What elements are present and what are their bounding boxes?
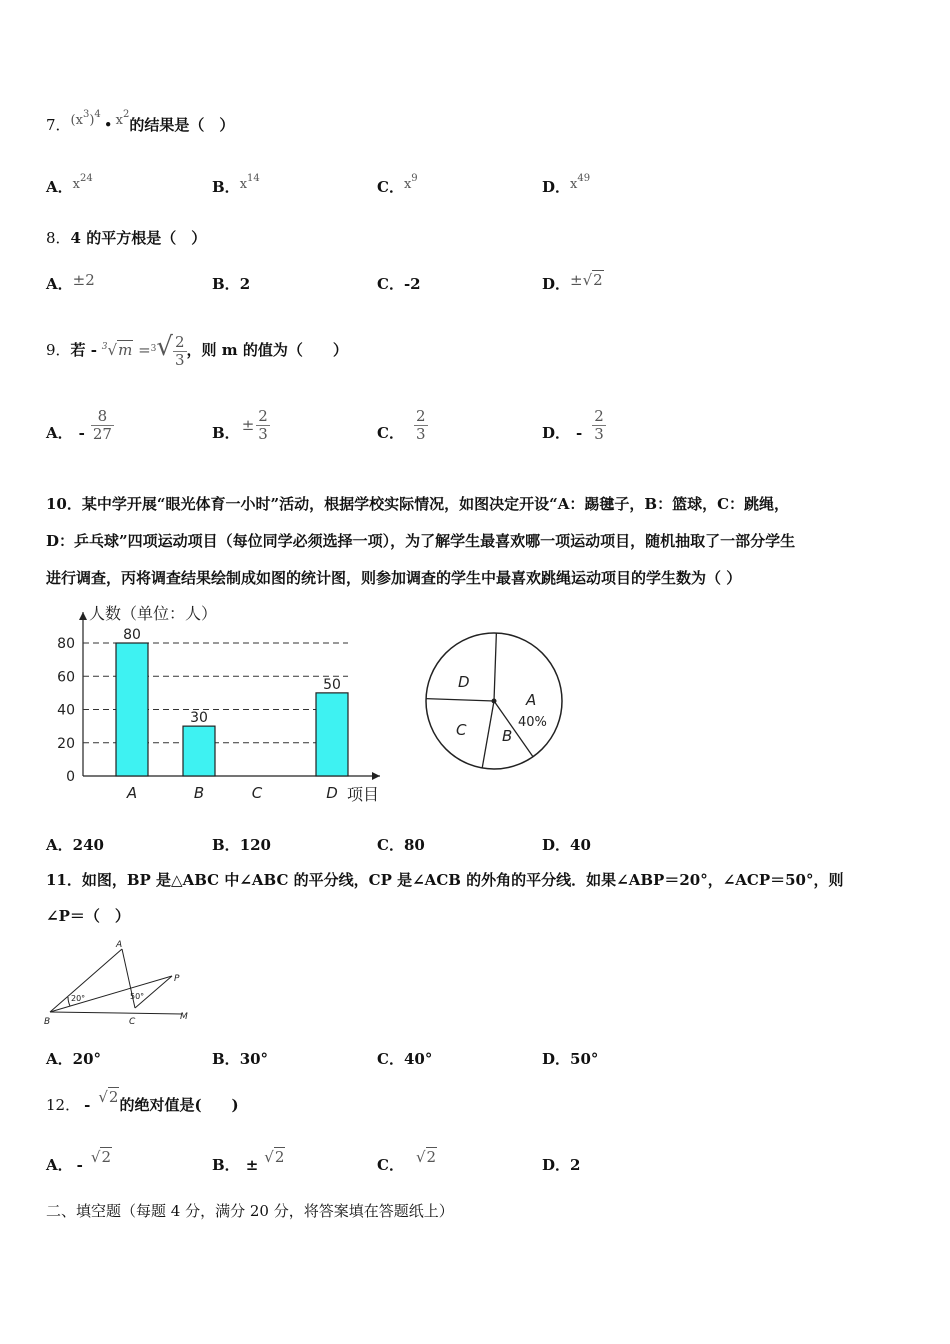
label-m: M bbox=[180, 1012, 188, 1022]
q9-option-a[interactable]: A． - $\frac{8}{27}$ bbox=[46, 407, 112, 443]
y-axis-arrow bbox=[79, 612, 87, 620]
label-b: B bbox=[44, 1017, 51, 1027]
triangle-figure bbox=[40, 936, 200, 1036]
q8-stem: 8．4 的平方根是（ ） bbox=[46, 229, 207, 247]
q11-option-b[interactable]: B．30° bbox=[212, 1050, 269, 1068]
q11-option-a[interactable]: A．20° bbox=[46, 1050, 102, 1068]
q10-option-c[interactable]: C．80 bbox=[377, 836, 425, 854]
q9-option-c[interactable]: C． $\frac{2}{3}$ bbox=[377, 407, 426, 443]
q10-stem-line1: 10．某中学开展“眼光体育一小时”活动，根据学校实际情况，如图决定开设“A：踢毽子，B：篮球，C：跳绳， bbox=[46, 495, 790, 513]
angle-50: 50° bbox=[130, 992, 145, 1001]
x-tick-label: D bbox=[326, 784, 338, 802]
q8-option-d[interactable]: D．±√2 bbox=[542, 271, 603, 293]
q11-option-c[interactable]: C．40° bbox=[377, 1050, 433, 1068]
x-axis-label: 项目 bbox=[347, 785, 380, 804]
y-tick-label: 60 bbox=[57, 669, 75, 686]
x-axis-arrow bbox=[372, 772, 380, 780]
pie-percent-label: 40% bbox=[518, 715, 547, 730]
x-tick-label: A bbox=[126, 784, 138, 802]
pie-divider bbox=[494, 633, 496, 701]
q7-option-d[interactable]: D．$x^{49}$ bbox=[542, 173, 591, 196]
bar-B bbox=[183, 726, 215, 776]
bar-data-label: 30 bbox=[190, 710, 208, 727]
label-a: A bbox=[116, 940, 123, 950]
q10-option-a[interactable]: A．240 bbox=[46, 836, 104, 854]
bar-chart bbox=[48, 600, 398, 805]
bar-A bbox=[116, 643, 148, 776]
bar-data-label: 80 bbox=[123, 627, 141, 643]
label-p: P bbox=[174, 974, 180, 984]
q8-option-a[interactable]: A．±2 bbox=[46, 271, 95, 293]
y-tick-label: 40 bbox=[57, 702, 75, 719]
x-tick-label: B bbox=[193, 784, 205, 802]
y-tick-label: 0 bbox=[66, 769, 75, 785]
pie-divider bbox=[426, 699, 494, 701]
pie-slice-label-B: B bbox=[502, 727, 513, 745]
q12-option-c[interactable]: C． √2 bbox=[377, 1148, 437, 1174]
pie-chart bbox=[420, 625, 570, 775]
q11-stem-line2: ∠P＝（ ） bbox=[46, 907, 130, 925]
q12-stem: 12． - √2的绝对值是( ) bbox=[46, 1088, 239, 1114]
bar-data-label: 50 bbox=[323, 676, 341, 693]
q10-stem-line3: 进行调查，丙将调查结果绘制成如图的统计图，则参加调查的学生中最喜欢跳绳运动项目的学生数为（ ） bbox=[46, 569, 742, 587]
q7-option-c[interactable]: C．$x^9$ bbox=[377, 173, 418, 196]
pie-center bbox=[492, 699, 497, 704]
pie-divider bbox=[482, 701, 494, 768]
q10-option-d[interactable]: D．40 bbox=[542, 836, 591, 854]
q12-option-a[interactable]: A． - √2 bbox=[46, 1148, 111, 1174]
pie-slice-label-A: A bbox=[526, 691, 537, 709]
label-c: C bbox=[129, 1017, 136, 1027]
q9-stem: 9．若 - $^3$√m =$^3$√ $\frac{2}{3}$ ，则 m 的值为（ ） bbox=[46, 332, 348, 369]
x-tick-label: C bbox=[251, 784, 263, 802]
q11-stem-line1: 11．如图，BP 是△ABC 中∠ABC 的平分线，CP 是∠ACB 的外角的平分线．如果∠ABP＝20°，∠ACP＝50°，则 bbox=[46, 871, 844, 889]
q7-stem: 7．$(x^3)^4•$ $x^2$的结果是（ ） bbox=[46, 109, 235, 134]
q12-option-d[interactable]: D．2 bbox=[542, 1156, 581, 1174]
q8-option-b[interactable]: B．2 bbox=[212, 275, 251, 293]
pie-slice-label-C: C bbox=[456, 721, 467, 739]
q7-option-a[interactable]: A．$x^{24}$ bbox=[46, 173, 93, 196]
q11-option-d[interactable]: D．50° bbox=[542, 1050, 599, 1068]
bar-D bbox=[316, 693, 348, 776]
q8-option-c[interactable]: C．-2 bbox=[377, 275, 421, 293]
q7-option-b[interactable]: B．$x^{14}$ bbox=[212, 173, 260, 196]
q9-option-b[interactable]: B． ± $\frac{2}{3}$ bbox=[212, 407, 268, 443]
y-tick-label: 20 bbox=[57, 735, 75, 752]
y-axis-label: 人数（单位：人） bbox=[89, 604, 218, 623]
y-tick-label: 80 bbox=[57, 636, 75, 652]
q10-option-b[interactable]: B．120 bbox=[212, 836, 271, 854]
q10-stem-line2: D：乒乓球”四项运动项目（每位同学必须选择一项），为了解学生最喜欢哪一项运动项目，随机抽取了一部分学生 bbox=[46, 532, 796, 550]
pie-slice-label-D: D bbox=[458, 673, 470, 691]
section-heading: 二、填空题（每题 4 分，满分 20 分，将答案填在答题纸上） bbox=[46, 1202, 454, 1220]
q12-option-b[interactable]: B． ± √2 bbox=[212, 1148, 285, 1174]
q9-option-d[interactable]: D． - $\frac{2}{3}$ bbox=[542, 407, 604, 443]
angle-20: 20° bbox=[71, 994, 86, 1003]
